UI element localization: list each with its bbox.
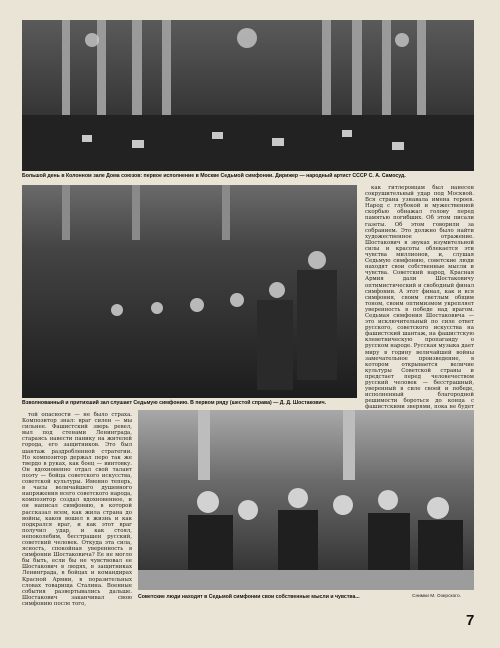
photo-credit: Снимки М. Озерского.	[412, 594, 461, 599]
article-left-text: той опасности — не было страха. Композитор знал: враг силен — мы сильнее. Фашистский зверь ревел, выл под стенами Ленинграда, стараясь навести панику на жителей города, его защитников. Это был шантаж раздробленной стратегии. Но композитор держал перо так же твердо в руках, как боец — винтовку. Он вдохновенно отдал свой талант поэту — бойца советского искусства, советской культуры. Именно теперь, в часы величайшего душевного напряжения всего советского народа, композитор создал вдохновенное, и он написал симфонию, в которой рассказал всем, как жила страна до войны, каков вошел в жизнь и как подкрался враг, и как этот враг получил удар, и как стоял, непоколебим, бесстрашен русский, советский человек. Откуда эта сила, ясность, спокойная уверенность в симфонии Шостаковича? Ее не могло бы быть, если бы не чувствовал ее Шостакович в людях, в защитниках Ленинграда, в бойцах и командирах Красной Армии, в поразительных словах товарища Сталина. Военные события развертывались дальше. Шостакович заканчивал свою симфонию после того,	[22, 412, 132, 607]
caption-middle: Взволнованный и притихший зал слушает Седьмую симфонию. В первом ряду (шестой справа) — Д. Д. Шостакович.	[22, 400, 327, 406]
article-left-column	[22, 412, 132, 640]
photo-audience	[22, 185, 357, 398]
photo-concert-hall	[22, 20, 474, 171]
photo-audience-image	[22, 185, 357, 398]
article-right-text: как гитлеровцам был нанесен сокрушительный удар под Москвой. Вся страна узнавала имена героев. Народ с глубокой и мужественной скорбью обнажал голову перед памятью погибших. Об этом писали газеты. Об этом говорили за собранием. Это должно было найти художественное отражение. Шостакович в звуках изумительной силы и красоты облекается эти чувства миллионов, и, слушая Седьмую симфонию, советские люди находят свои собственные мысли и чувства. Советский народ, Красная Армия дали Шостаковичу оптимистический и свободный финал симфонии. А этот финал, как и вся симфония, своим светлым общим тоном, своим оптимизмом укрепляет уверенность в победе над врагом. Седьмая симфония Шостаковича — это исключительный по силе ответ русского, советского искусства на фашистский шантаж, на фашистскую клеветническую пропаганду о русском народе. Русская музыка дает миру в годину величайшей войны замечательное произведение, в котором открывается величие культуры Советской страны и предстает перед человечеством русский человек — бесстрашный, уверенный в силе своей и победе, исполненный благородной решимости бороться до конца с фашистскими зверями, пока не будет	[365, 185, 474, 411]
article-right-column	[365, 185, 474, 411]
photo-listeners-image	[138, 410, 474, 590]
page-number: 7	[466, 612, 475, 629]
caption-bottom: Советские люди находят в Седьмой симфонии свои собственные мысли и чувства...	[138, 594, 360, 600]
photo-concert-hall-image	[22, 20, 474, 171]
photo-listeners	[138, 410, 474, 590]
caption-top: Большой день в Колонном зале Дома союзов: первое исполнение в Москве Седьмой симфонии. Дирижер — народный артист СССР С. А. Самосуд.	[22, 173, 406, 179]
